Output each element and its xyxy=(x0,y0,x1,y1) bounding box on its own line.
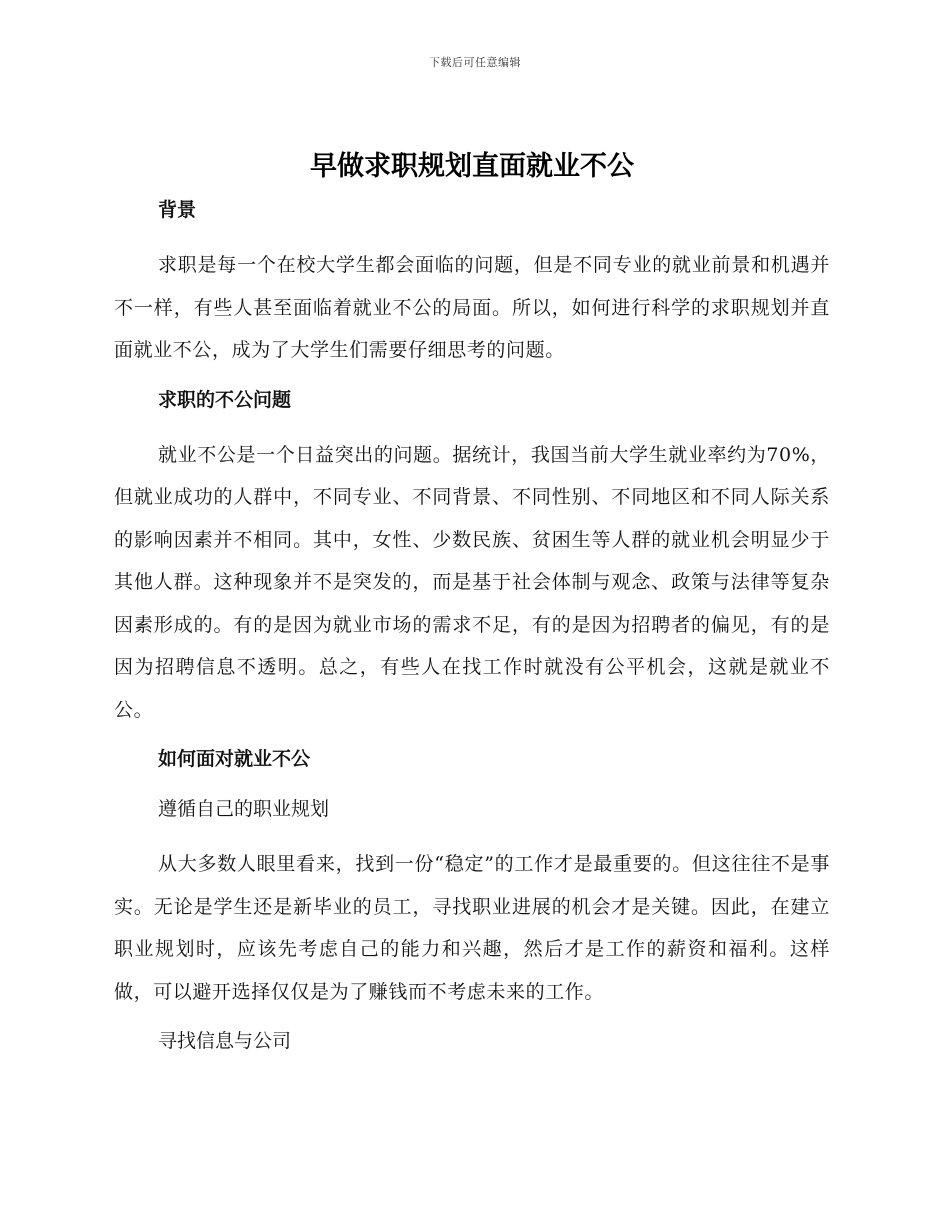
paragraph-background: 求职是每一个在校大学生都会面临的问题，但是不同专业的就业前景和机遇并不一样，有些人甚至面临着就业不公的局面。所以，如何进行科学的求职规划并直面就业不公，成为了大学生们需要仔细思考的问题。 xyxy=(114,254,830,361)
section-heading-background: 背景 xyxy=(158,199,197,221)
paragraph-career-plan: 从大多数人眼里看来，找到一份“稳定”的工作才是最重要的。但这往往不是事实。无论是学生还是新毕业的员工，寻找职业进展的机会才是关键。因此，在建立职业规划时，应该先考虑自己的能力和兴趣，然后才是工作的薪资和福利。这样做，可以避开选择仅仅是为了赚钱而不考虑未来的工作。 xyxy=(114,853,830,1003)
section-heading-facing: 如何面对就业不公 xyxy=(158,748,311,770)
section-heading-unfairness: 求职的不公问题 xyxy=(158,388,292,411)
subheading-career-plan: 遵循自己的职业规划 xyxy=(158,798,330,820)
subheading-find-info: 寻找信息与公司 xyxy=(158,1030,292,1052)
page-header: 下载后可任意编辑 xyxy=(429,56,521,69)
document-body xyxy=(114,150,830,1075)
paragraph-unfairness: 就业不公是一个日益突出的问题。据统计，我国当前大学生就业率约为70%，但就业成功的人群中，不同专业、不同背景、不同性别、不同地区和不同人际关系的影响因素并不相同。其中，女性、少数民族、贫困生等人群的就业机会明显少于其他人群。这种现象并不是突发的，而是基于社会体制与观念、政策与法律等复杂因素形成的。有的是因为就业市场的需求不足，有的是因为招聘者的偏见，有的是因为招聘信息不透明。总之，有些人在找工作时就没有公平机会，这就是就业不公。 xyxy=(114,443,830,721)
document-title: 早做求职规划直面就业不公 xyxy=(310,151,634,182)
